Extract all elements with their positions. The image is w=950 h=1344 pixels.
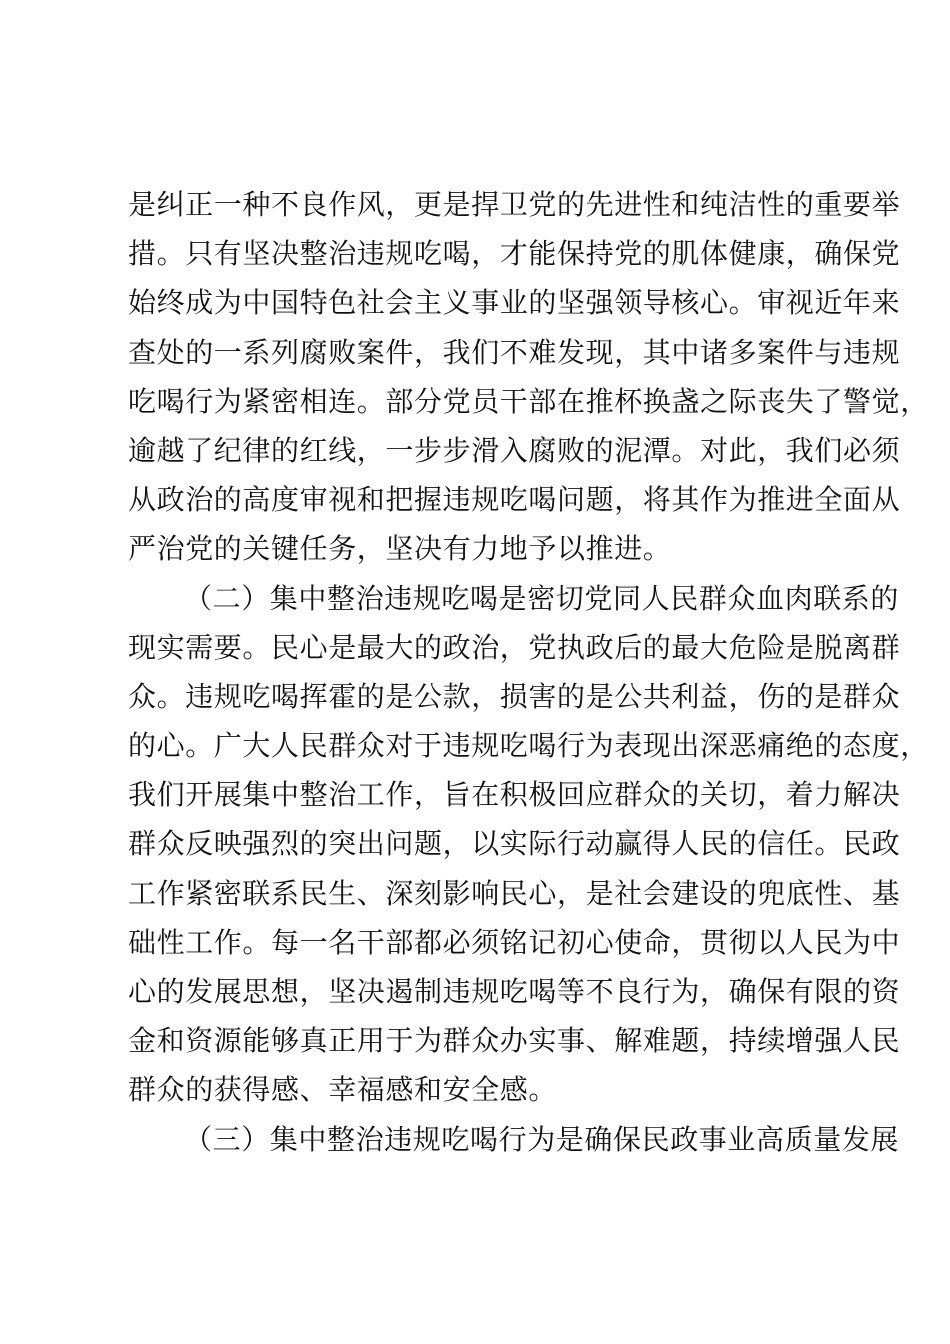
text-line: 金和资源能够真正用于为群众办实事、解难题，持续增强人民 (128, 1024, 901, 1058)
text-line: 措。只有坚决整治违规吃喝，才能保持党的肌体健康，确保党 (128, 237, 901, 271)
text-line: 心的发展思想，坚决遏制违规吃喝等不良行为，确保有限的资 (128, 975, 901, 1008)
text-line: 从政治的高度审视和把握违规吃喝问题，将其作为推进全面从 (128, 483, 901, 517)
text-line: 群众反映强烈的突出问题，以实际行动赢得人民的信任。民政 (128, 827, 901, 861)
text-line: 是纠正一种不良作风，更是捍卫党的先进性和纯洁性的重要举 (128, 188, 901, 221)
text-line: 严治党的关键任务，坚决有力地予以推进。 (128, 532, 672, 566)
text-line: 础性工作。每一名干部都必须铭记初心使命，贯彻以人民为中 (128, 925, 901, 959)
section-heading-line: （三）集中整治违规吃喝行为是确保民政事业高质量发展 (184, 1122, 900, 1156)
text-line: 众。违规吃喝挥霍的是公款，损害的是公共利益，伤的是群众 (128, 679, 901, 713)
text-line: 查处的一系列腐败案件，我们不难发现，其中诸多案件与违规 (128, 335, 901, 369)
text-line: 逾越了纪律的红线，一步步滑入腐败的泥潭。对此，我们必须 (128, 433, 901, 467)
text-line: 群众的获得感、幸福感和安全感。 (128, 1073, 558, 1107)
text-line: 我们开展集中整治工作，旨在积极回应群众的关切，着力解决 (128, 778, 901, 812)
document-body (128, 180, 929, 1164)
text-line: 吃喝行为紧密相连。部分党员干部在推杯换盏之际丧失了警觉， (128, 384, 929, 418)
section-heading-line: （二）集中整治违规吃喝是密切党同人民群众血肉联系的 (184, 581, 900, 615)
text-line: 始终成为中国特色社会主义事业的坚强领导核心。审视近年来 (128, 286, 901, 320)
text-line: 的心。广大人民群众对于违规吃喝行为表现出深恶痛绝的态度， (128, 729, 929, 763)
text-line: 工作紧密联系民生、深刻影响民心，是社会建设的兜底性、基 (128, 876, 901, 910)
text-line: 现实需要。民心是最大的政治，党执政后的最大危险是脱离群 (128, 630, 901, 664)
